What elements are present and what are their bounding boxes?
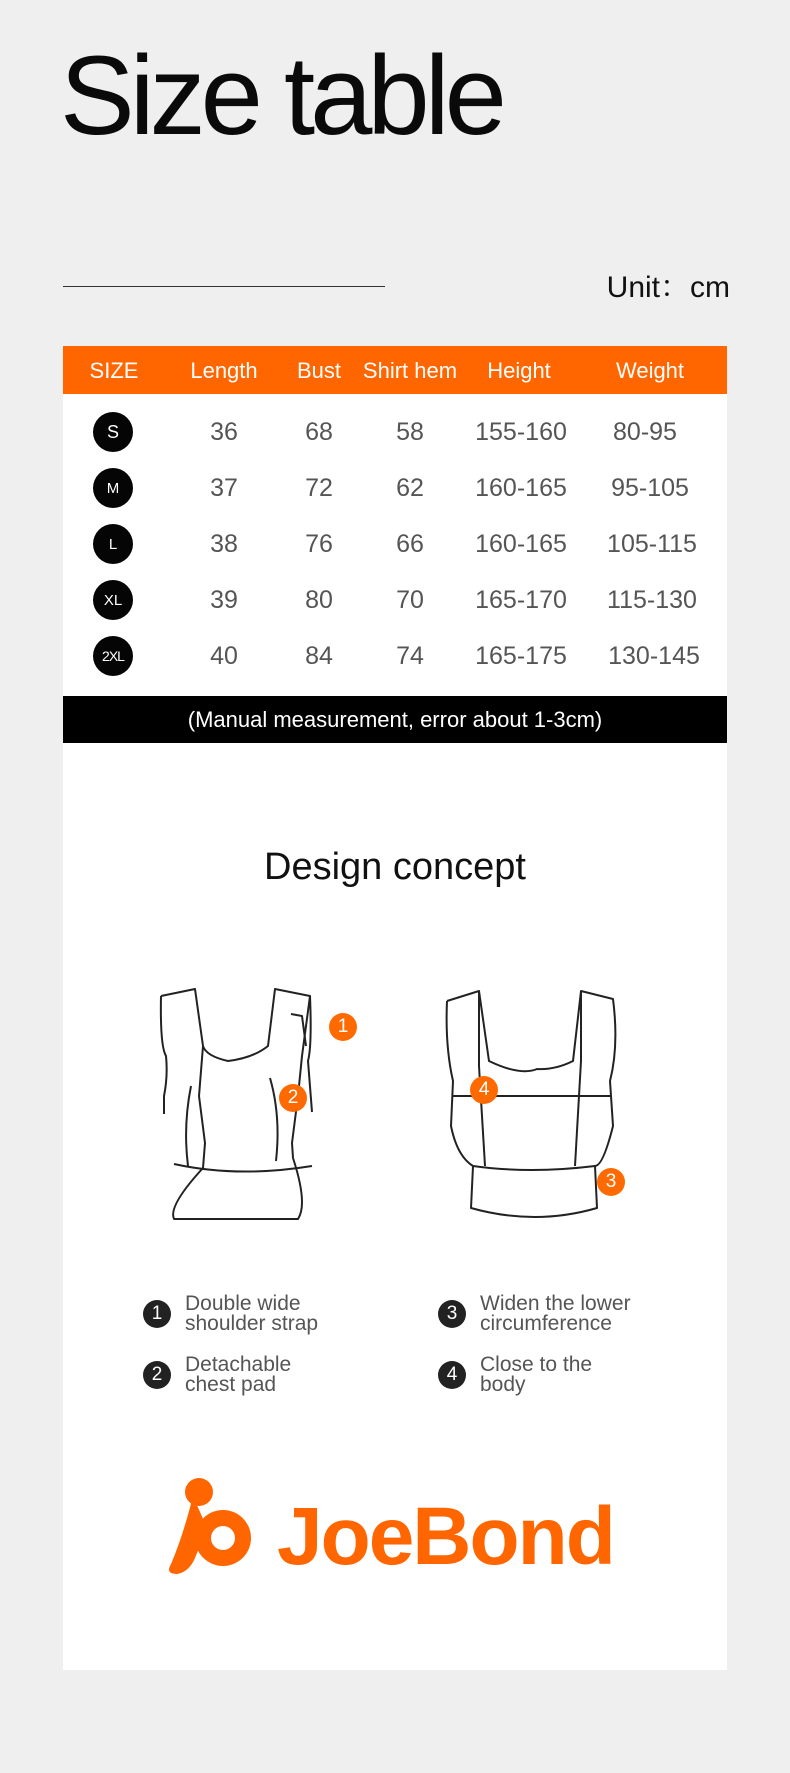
feature-line1: Close to the: [480, 1353, 593, 1376]
header-bust: Bust: [296, 358, 342, 383]
feature-line1: Detachable: [185, 1353, 292, 1376]
length-cell: 39: [210, 586, 238, 614]
measurement-note: (Manual measurement, error about 1-3cm): [63, 696, 727, 743]
length-cell: 36: [210, 418, 238, 446]
header-weight: Weight: [615, 358, 685, 383]
height-cell: 155-160: [475, 418, 567, 446]
table-row: [63, 462, 727, 512]
table-row: [63, 574, 727, 624]
height-cell: 165-170: [475, 586, 567, 614]
height-cell: 165-175: [475, 642, 567, 670]
size-badge: 2XL: [93, 636, 133, 676]
height-cell: 160-165: [475, 530, 567, 558]
feature-number: 4: [438, 1361, 466, 1389]
size-badge: XL: [93, 580, 133, 620]
page-title: Size table: [60, 33, 502, 158]
size-badge: L: [93, 524, 133, 564]
feature-line1: Widen the lower: [480, 1292, 631, 1315]
weight-cell: 80-95: [613, 418, 677, 446]
table-header: [63, 346, 727, 394]
feature-line2: chest pad: [185, 1373, 277, 1396]
header-shirt-hem: Shirt hem: [362, 358, 458, 383]
header-length: Length: [190, 358, 258, 383]
hem-cell: 70: [396, 586, 424, 614]
hem-cell: 74: [396, 642, 424, 670]
bust-cell: 76: [305, 530, 333, 558]
feature-number: 1: [143, 1300, 171, 1328]
weight-cell: 115-130: [607, 586, 697, 614]
bust-cell: 84: [305, 642, 333, 670]
brand-name: JoeBond: [277, 1491, 614, 1582]
marker-3: 3: [597, 1168, 625, 1196]
hem-cell: 58: [396, 418, 424, 446]
feature-text: [480, 1355, 700, 1395]
length-cell: 40: [210, 642, 238, 670]
header-height: Height: [487, 358, 551, 383]
feature-number: 3: [438, 1300, 466, 1328]
title-rule: [63, 286, 385, 287]
table-row: [63, 518, 727, 568]
bust-cell: 68: [305, 418, 333, 446]
bust-cell: 80: [305, 586, 333, 614]
marker-4: 4: [470, 1076, 498, 1104]
feature-line1: Double wide: [185, 1292, 301, 1315]
length-cell: 37: [210, 474, 238, 502]
hem-cell: 66: [396, 530, 424, 558]
marker-2: 2: [279, 1084, 307, 1112]
header-size: SIZE: [89, 358, 139, 383]
feature-line2: body: [480, 1373, 526, 1396]
table-row: [63, 406, 727, 456]
bust-cell: 72: [305, 474, 333, 502]
feature-text: [185, 1294, 405, 1334]
weight-cell: 130-145: [608, 642, 700, 670]
table-row: [63, 630, 727, 680]
feature-text: [480, 1294, 700, 1334]
design-concept-title: Design concept: [264, 846, 526, 888]
front-view-illustration: [158, 986, 358, 1226]
weight-cell: 105-115: [607, 530, 697, 558]
length-cell: 38: [210, 530, 238, 558]
marker-1: 1: [329, 1013, 357, 1041]
joebond-logo-icon: [163, 1476, 263, 1576]
unit-label: Unit：cm: [606, 271, 730, 304]
content-card: [63, 346, 727, 1670]
weight-cell: 95-105: [611, 474, 689, 502]
feature-line2: shoulder strap: [185, 1312, 319, 1335]
size-badge: M: [93, 468, 133, 508]
feature-number: 2: [143, 1361, 171, 1389]
height-cell: 160-165: [475, 474, 567, 502]
feature-text: [185, 1355, 405, 1395]
size-badge: S: [93, 412, 133, 452]
hem-cell: 62: [396, 474, 424, 502]
feature-line2: circumference: [480, 1312, 612, 1335]
